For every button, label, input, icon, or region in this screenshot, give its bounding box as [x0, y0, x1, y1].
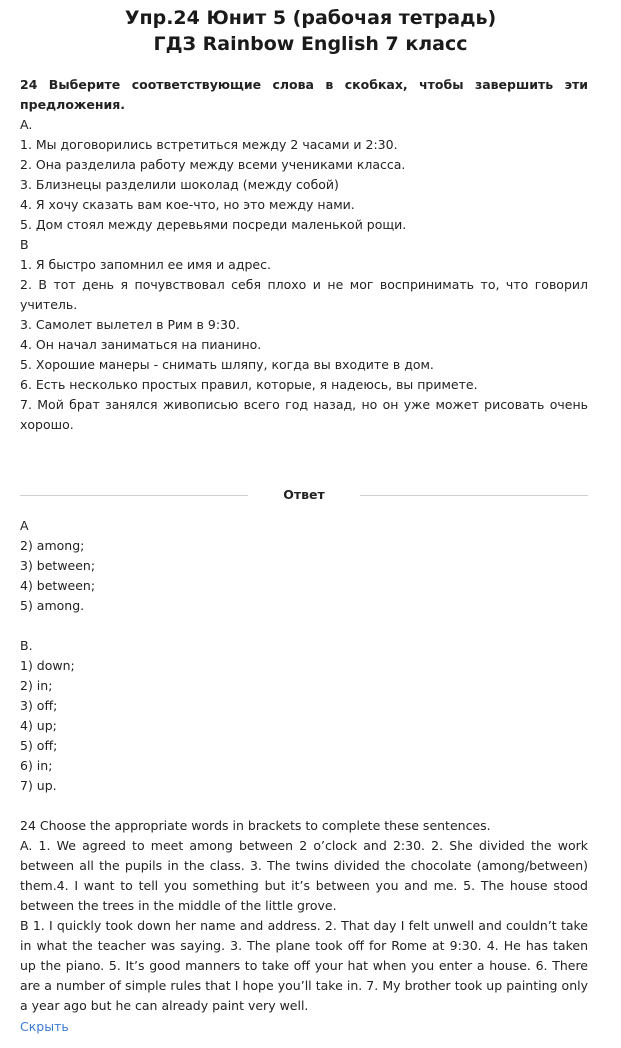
answer-b-label: B. — [20, 638, 33, 653]
answer-b-item: 7) up. — [20, 778, 57, 793]
task-a-item: 1. Мы договорились встретиться между 2 часами и 2:30. — [20, 137, 398, 152]
answer-a-label: A — [20, 518, 29, 533]
task-b-item: 1. Я быстро запомнил ее имя и адрес. — [20, 257, 271, 272]
answer-b-item: 3) off; — [20, 698, 58, 713]
task-b-item: 4. Он начал заниматься на пианино. — [20, 337, 262, 352]
task-b-item: 5. Хорошие манеры - снимать шляпу, когда вы входите в дом. — [20, 357, 434, 372]
title-line-1: Упр.24 Юнит 5 (рабочая тетрадь) — [124, 7, 497, 29]
english-paragraph-b: B 1. I quickly took down her name and address. 2. That day I felt unwell and couldn’t take in what the teacher was saying. 3. The plane took off for Rome at 9:30. 4. He has taken up the piano. 5. It’s good manners to take off your hat when you enter a house. 6. There are a number of simple rules that I hope you’ll take in. 7. My brother took up painting only a year ago but he can already paint very well. — [20, 918, 588, 1013]
page-title — [0, 5, 621, 57]
task-b-item: 2. В тот день я почувствовал себя плохо и не мог воспринимать то, что говорил учитель. — [20, 277, 588, 312]
title-line-2: ГДЗ Rainbow English 7 класс — [153, 33, 468, 55]
english-paragraph-a: A. 1. We agreed to meet among between 2 o’clock and 2:30. 2. She divided the work between all the pupils in the class. 3. The twins divided the chocolate (among/between) them.4. I want to tell you something but it’s between you and me. 5. The house stood between the trees in the middle of the little grove. — [20, 838, 588, 913]
spacer — [20, 616, 588, 636]
answer-a-item: 2) among; — [20, 538, 85, 553]
english-block — [20, 816, 588, 1016]
task-b-item: 7. Мой брат занялся живописью всего год назад, но он уже может рисовать очень хорошо. — [20, 397, 588, 432]
answer-heading: Ответ — [283, 487, 325, 502]
task-a-item: 5. Дом стоял между деревьями посреди маленькой рощи. — [20, 217, 407, 232]
answer-b-item: 1) down; — [20, 658, 75, 673]
answer-b-item: 5) off; — [20, 738, 58, 753]
hide-link[interactable]: Скрыть — [20, 1019, 69, 1034]
section-b-label: B — [20, 237, 29, 252]
answer-a-item: 5) among. — [20, 598, 85, 613]
divider-rule-right — [360, 495, 588, 496]
task-a-item: 2. Она разделила работу между всеми учениками класса. — [20, 157, 406, 172]
task-a-item: 3. Близнецы разделили шоколад (между собой) — [20, 177, 339, 192]
task-a-item: 4. Я хочу сказать вам кое-что, но это между нами. — [20, 197, 355, 212]
answer-a-item: 4) between; — [20, 578, 96, 593]
task-heading: 24 Выберите соответствующие слова в скобках, чтобы завершить эти предложения. — [20, 77, 588, 112]
answers-block — [20, 516, 588, 796]
english-heading: 24 Choose the appropriate words in brackets to complete these sentences. — [20, 818, 491, 833]
task-block — [20, 75, 588, 435]
section-a-label: A. — [20, 117, 33, 132]
answer-b-item: 4) up; — [20, 718, 57, 733]
answer-a-item: 3) between; — [20, 558, 96, 573]
task-b-item: 3. Самолет вылетел в Рим в 9:30. — [20, 317, 240, 332]
answer-b-item: 6) in; — [20, 758, 53, 773]
answer-divider — [20, 485, 588, 505]
task-b-item: 6. Есть несколько простых правил, которые, я надеюсь, вы примете. — [20, 377, 478, 392]
answer-b-item: 2) in; — [20, 678, 53, 693]
